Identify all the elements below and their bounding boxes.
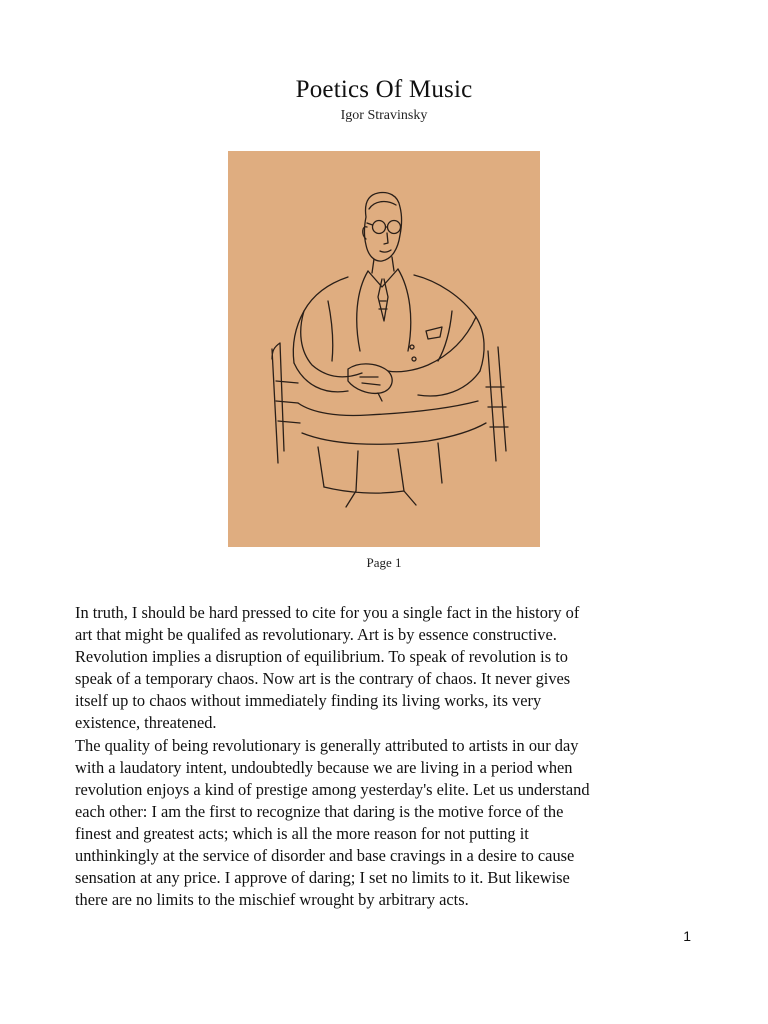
portrait-illustration — [228, 151, 540, 547]
body-text — [75, 602, 705, 911]
page-number: 1 — [683, 928, 691, 944]
text-line: with a laudatory intent, undoubtedly because we are living in a period when — [75, 757, 573, 777]
portrait-line-drawing — [228, 151, 540, 547]
text-line: each other: I am the first to recognize that daring is the motive force of the — [75, 801, 564, 821]
document-author: Igor Stravinsky — [340, 108, 428, 123]
figure-caption: Page 1 — [366, 555, 402, 570]
document-title: Poetics Of Music — [295, 76, 473, 103]
text-line: finest and greatest acts; which is all the more reason for not putting it — [75, 823, 529, 843]
text-line: art that might be qualifed as revolutionary. Art is by essence constructive. — [75, 625, 557, 645]
text-line: there are no limits to the mischief wrought by arbitrary acts. — [75, 890, 469, 910]
text-line: sensation at any price. I approve of daring; I set no limits to it. But likewise — [75, 868, 570, 888]
text-line: itself up to chaos without immediately finding its living works, its very — [75, 691, 542, 711]
text-line: Revolution implies a disruption of equilibrium. To speak of revolution is to — [75, 647, 568, 667]
text-line: speak of a temporary chaos. Now art is the contrary of chaos. It never gives — [75, 669, 571, 689]
text-line: revolution enjoys a kind of prestige among yesterday's elite. Let us understand — [75, 779, 590, 799]
text-line: The quality of being revolutionary is generally attributed to artists in our day — [75, 735, 579, 755]
text-line: In truth, I should be hard pressed to cite for you a single fact in the history of — [75, 603, 580, 622]
text-line: unthinkingly at the service of disorder and base cravings in a desire to cause — [75, 846, 575, 866]
text-line: existence, threatened. — [75, 713, 217, 733]
